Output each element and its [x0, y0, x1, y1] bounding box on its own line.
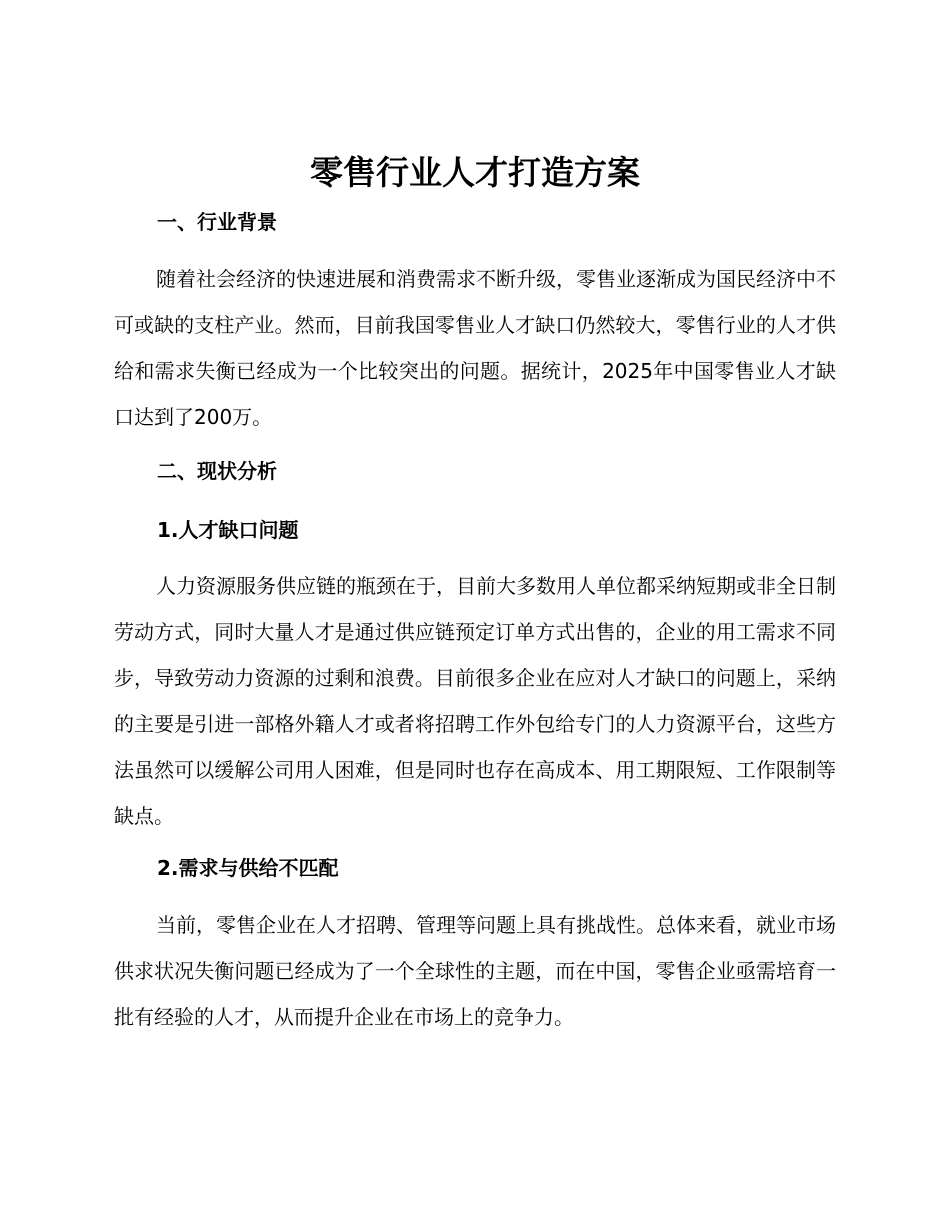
subsection-heading-talent-gap: 1.人才缺口问题 — [157, 518, 299, 542]
section-heading-status-analysis: 二、现状分析 — [157, 459, 277, 483]
document-title: 零售行业人才打造方案 — [310, 153, 640, 192]
paragraph-supply-demand-mismatch: 当前，零售企业在人才招聘、管理等问题上具有挑战性。总体来看，就业市场供求状况失衡问题已经成为了一个全球性的主题，而在中国，零售企业亟需培育一批有经验的人才，从而提升企业在市场上的竞争力。 — [114, 913, 836, 1029]
paragraph-talent-gap: 人力资源服务供应链的瓶颈在于，目前大多数用人单位都采纳短期或非全日制劳动方式，同时大量人才是通过供应链预定订单方式出售的，企业的用工需求不同步，导致劳动力资源的过剩和浪费。目前很多企业在应对人才缺口的问题上，采纳的主要是引进一部格外籍人才或者将招聘工作外包给专门的人力资源平台，这些方法虽然可以缓解公司用人困难，但是同时也存在高成本、用工期限短、工作限制等缺点。 — [114, 574, 836, 828]
paragraph-industry-background: 随着社会经济的快速进展和消费需求不断升级，零售业逐渐成为国民经济中不可或缺的支柱产业。然而，目前我国零售业人才缺口仍然较大，零售行业的人才供给和需求失衡已经成为一个比较突出的问题。据统计，2025年中国零售业人才缺口达到了200万。 — [114, 267, 836, 429]
section-heading-industry-background: 一、行业背景 — [157, 210, 277, 234]
subsection-heading-supply-demand-mismatch: 2.需求与供给不匹配 — [157, 856, 339, 880]
